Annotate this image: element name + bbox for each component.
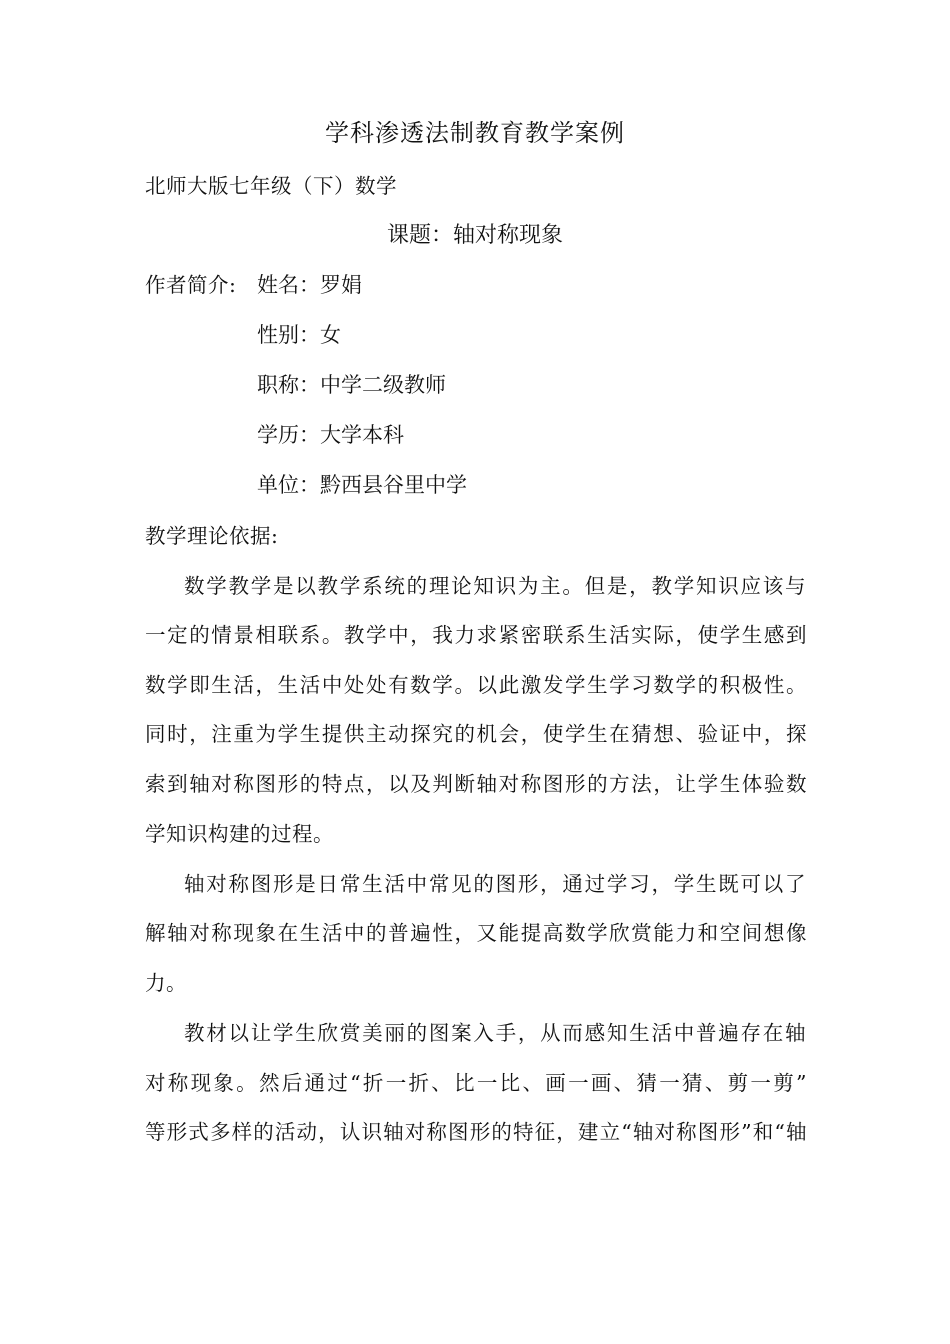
basis-heading: 教学理论依据: [145,524,279,548]
paragraph-line: 等形式多样的活动，认识轴对称图形的特征，建立“轴对称图形”和“轴 [145,1120,807,1144]
paragraph-line: 教材以让学生欣赏美丽的图案入手，从而感知生活中普遍存在轴 [184,1021,806,1045]
author-gender: 性别：女 [257,323,341,347]
paragraph-line: 对称现象。然后通过“折一折、比一比、画一画、猜一猜、剪一剪” [145,1071,807,1095]
paragraph-line: 解轴对称现象在生活中的普遍性，又能提高数学欣赏能力和空间想像 [145,921,807,945]
paragraph-line: 同时，注重为学生提供主动探究的机会，使学生在猜想、验证中，探 [145,722,807,746]
paragraph-line: 索到轴对称图形的特点，以及判断轴对称图形的方法，让学生体验数 [145,772,807,796]
paragraph-line: 学知识构建的过程。 [145,822,334,846]
paragraph-line: 数学教学是以教学系统的理论知识为主。但是，教学知识应该与 [184,574,806,598]
paragraph-line: 轴对称图形是日常生活中常见的图形，通过学习，学生既可以了 [184,872,806,896]
author-name: 姓名：罗娟 [257,273,362,297]
paragraph-line: 数学即生活，生活中处处有数学。以此激发学生学习数学的积极性。 [145,673,807,697]
author-education: 学历：大学本科 [257,423,404,447]
author-position: 职称：中学二级教师 [257,373,446,397]
edition-line: 北师大版七年级（下）数学 [145,174,397,198]
document-title: 学科渗透法制教育教学案例 [325,119,625,147]
author-intro-label: 作者简介: [145,273,237,297]
paragraph-line: 力。 [145,971,187,995]
author-unit: 单位：黔西县谷里中学 [257,473,467,497]
paragraph-line: 一定的情景相联系。教学中，我力求紧密联系生活实际，使学生感到 [145,623,807,647]
lesson-subject: 课题：轴对称现象 [386,223,563,248]
